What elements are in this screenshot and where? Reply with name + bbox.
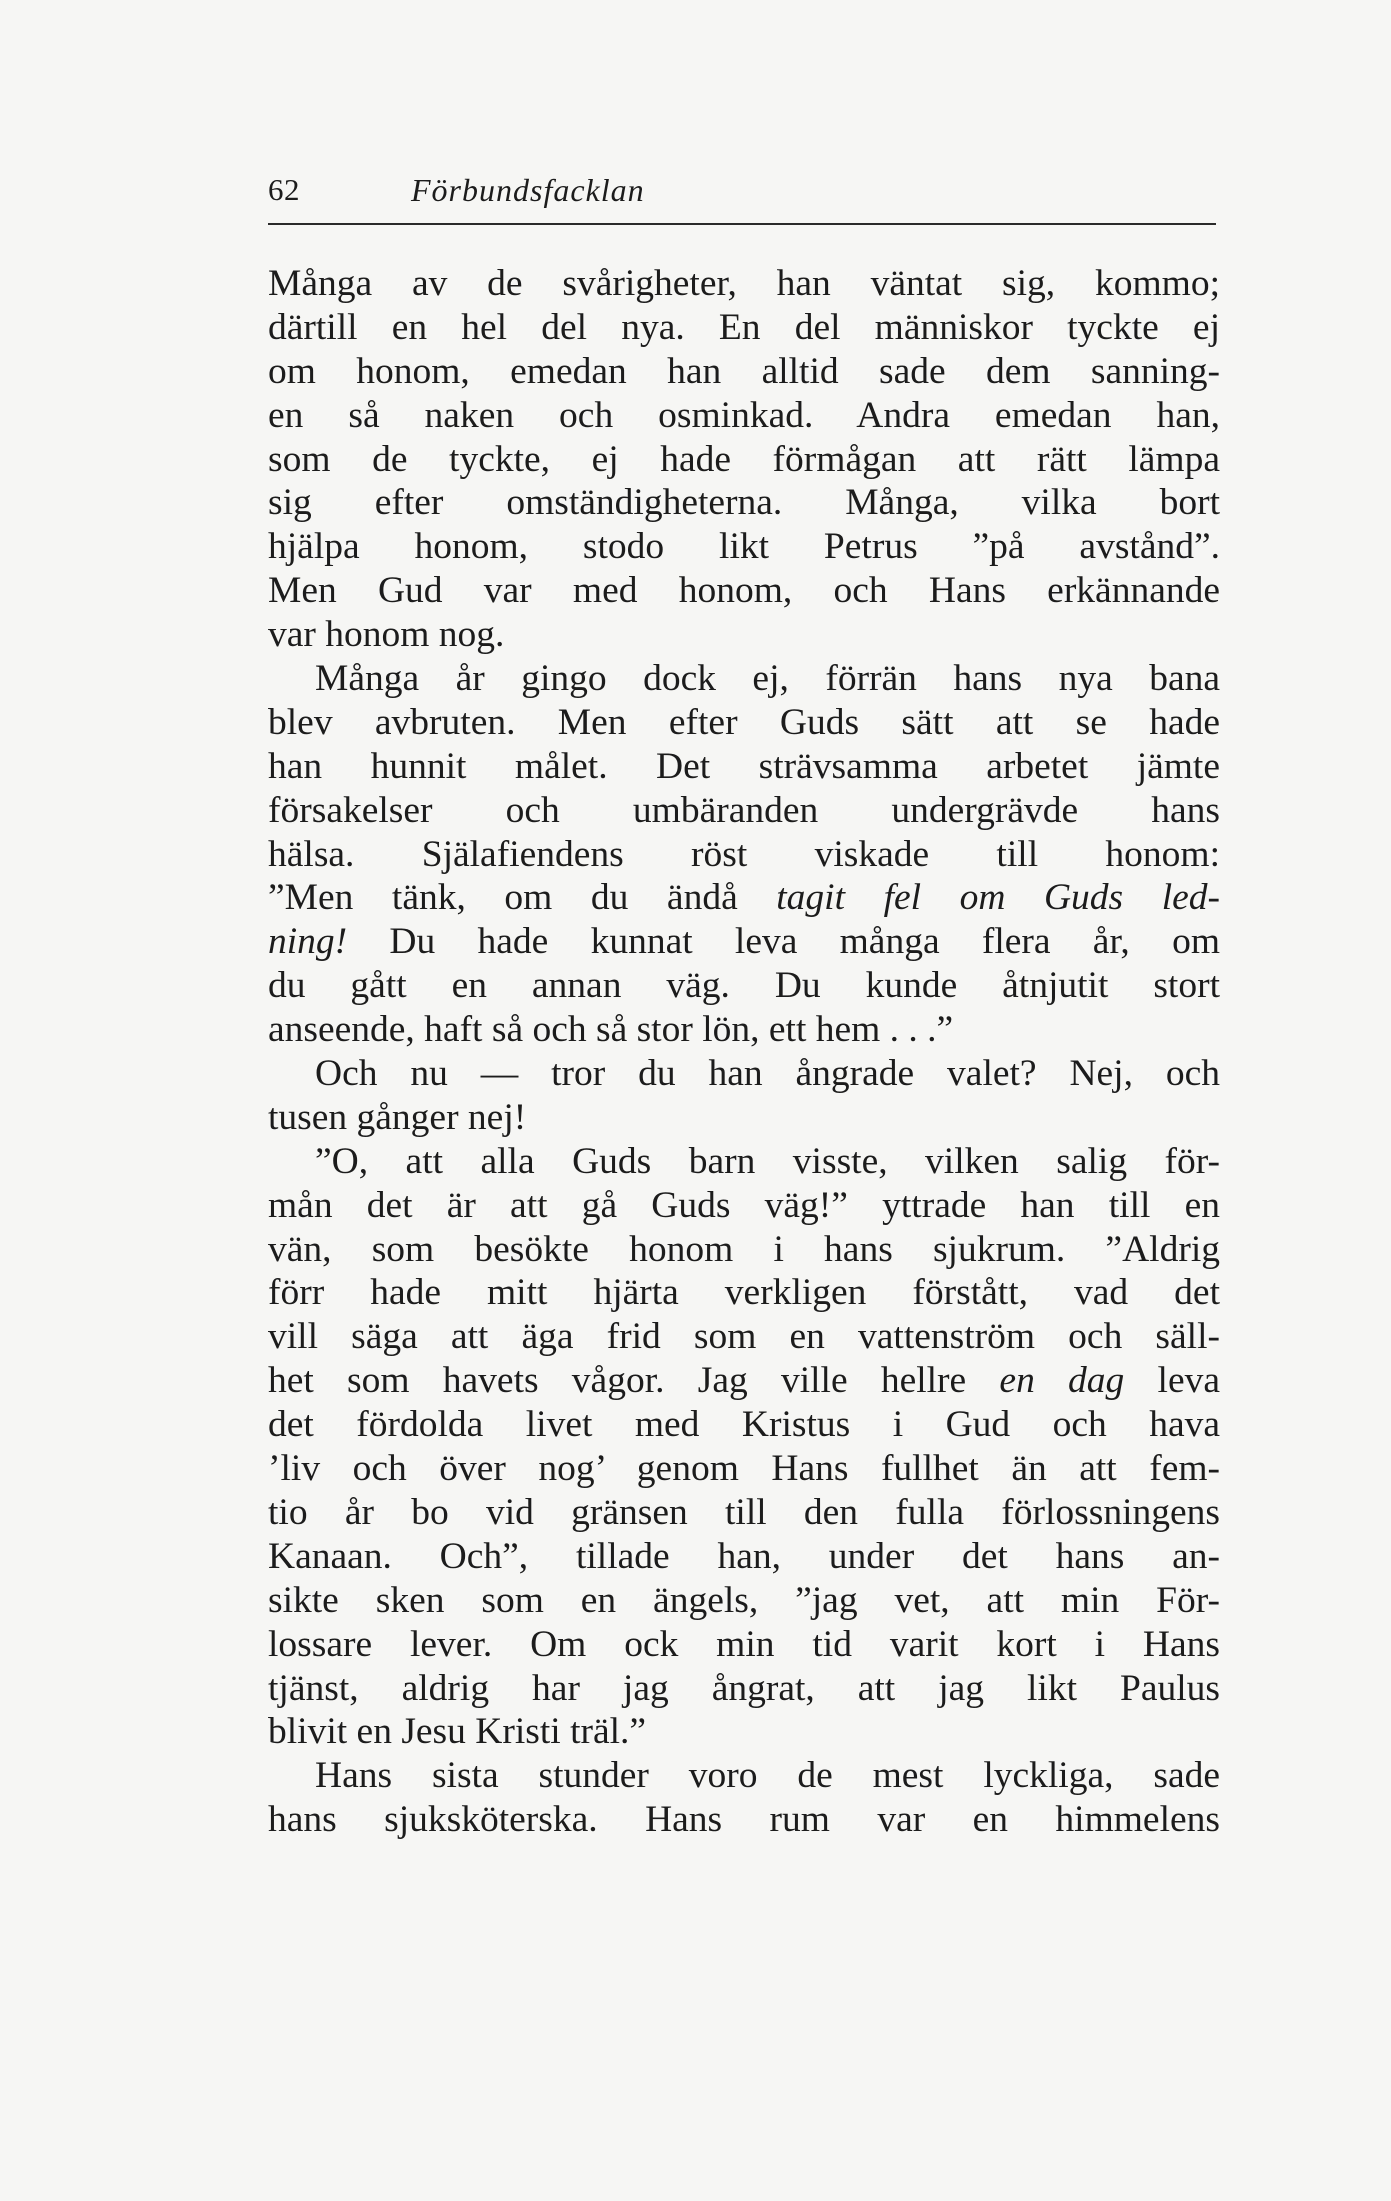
text-line: hjälpa honom, stodo likt Petrus ”på avstånd”.: [268, 526, 1220, 568]
italic-span: tagit fel om Guds led-: [776, 877, 1220, 919]
text-line: Många av de svårigheter, han väntat sig, kommo;: [268, 263, 1220, 304]
text-line: sikte sken som en ängels, ”jag vet, att min För-: [268, 1579, 1220, 1621]
text-line: blivit en Jesu Kristi träl.”: [268, 1711, 647, 1753]
text-line: hans sjuksköterska. Hans rum var en himmelens: [268, 1799, 1220, 1841]
page-header: [268, 172, 1216, 220]
text-line: ”O, att alla Guds barn visste, vilken salig för-: [315, 1140, 1220, 1182]
text-line: om honom, emedan han alltid sade dem sanning-: [268, 350, 1220, 392]
text-line: ’liv och över nog’ genom Hans fullhet än att fem-: [268, 1448, 1220, 1490]
text-line: var honom nog.: [268, 614, 505, 656]
text-line: försakelser och umbäranden undergrävde hans: [268, 789, 1220, 831]
text-line: som de tyckte, ej hade förmågan att rätt lämpa: [268, 438, 1220, 480]
italic-span: ning!: [268, 921, 348, 963]
text-line: tjänst, aldrig har jag ångrat, att jag likt Paulus: [268, 1667, 1220, 1709]
italic-span: en dag: [999, 1360, 1125, 1402]
text-line-mixed: [268, 876, 1220, 920]
text-line: tusen gånger nej!: [268, 1096, 527, 1138]
text-line: Många år gingo dock ej, förrän hans nya bana: [315, 658, 1220, 700]
text-line: Kanaan. Och”, tillade han, under det hans an-: [268, 1535, 1220, 1577]
text-line-mixed: [268, 920, 1220, 964]
text-line: tio år bo vid gränsen till den fulla förlossningens: [268, 1491, 1220, 1533]
text-line: hälsa. Själafiendens röst viskade till honom:: [268, 833, 1220, 875]
text-line: Och nu — tror du han ångrade valet? Nej, och: [315, 1053, 1220, 1095]
text-line: mån det är att gå Guds väg!” yttrade han till en: [268, 1184, 1220, 1226]
text-line: lossare lever. Om ock min tid varit kort i Hans: [268, 1623, 1220, 1665]
text-line: du gått en annan väg. Du kunde åtnjutit stort: [268, 965, 1220, 1007]
text-line: vill säga att äga frid som en vattenström och säll-: [268, 1316, 1220, 1358]
header-rule: [268, 223, 1216, 225]
text-span: leva: [1124, 1360, 1220, 1402]
text-line: därtill en hel del nya. En del människor tyckte ej: [268, 306, 1220, 348]
text-span: het som havets vågor. Jag ville hellre: [268, 1360, 1000, 1402]
text-line: vän, som besökte honom i hans sjukrum. ”Aldrig: [268, 1228, 1220, 1270]
text-line: anseende, haft så och så stor lön, ett hem . . .”: [268, 1009, 954, 1051]
running-title: Förbundsfacklan: [411, 172, 645, 208]
text-span: Du hade kunnat leva många flera år, om: [347, 921, 1220, 963]
text-line: Hans sista stunder voro de mest lyckliga, sade: [315, 1755, 1220, 1797]
text-line: det fördolda livet med Kristus i Gud och hava: [268, 1404, 1220, 1446]
text-line: blev avbruten. Men efter Guds sätt att se hade: [268, 701, 1220, 743]
text-line: en så naken och osminkad. Andra emedan han,: [268, 394, 1220, 436]
text-line-mixed: [268, 1359, 1220, 1403]
text-line: sig efter omständigheterna. Många, vilka bort: [268, 482, 1220, 524]
text-line: förr hade mitt hjärta verkligen förstått, vad det: [268, 1272, 1220, 1314]
text-span: ”Men tänk, om du ändå: [268, 877, 777, 919]
text-line: han hunnit målet. Det strävsamma arbetet jämte: [268, 745, 1220, 787]
text-line: Men Gud var med honom, och Hans erkännande: [268, 570, 1220, 612]
body-text: [268, 262, 1220, 1842]
page-number: 62: [268, 172, 300, 207]
